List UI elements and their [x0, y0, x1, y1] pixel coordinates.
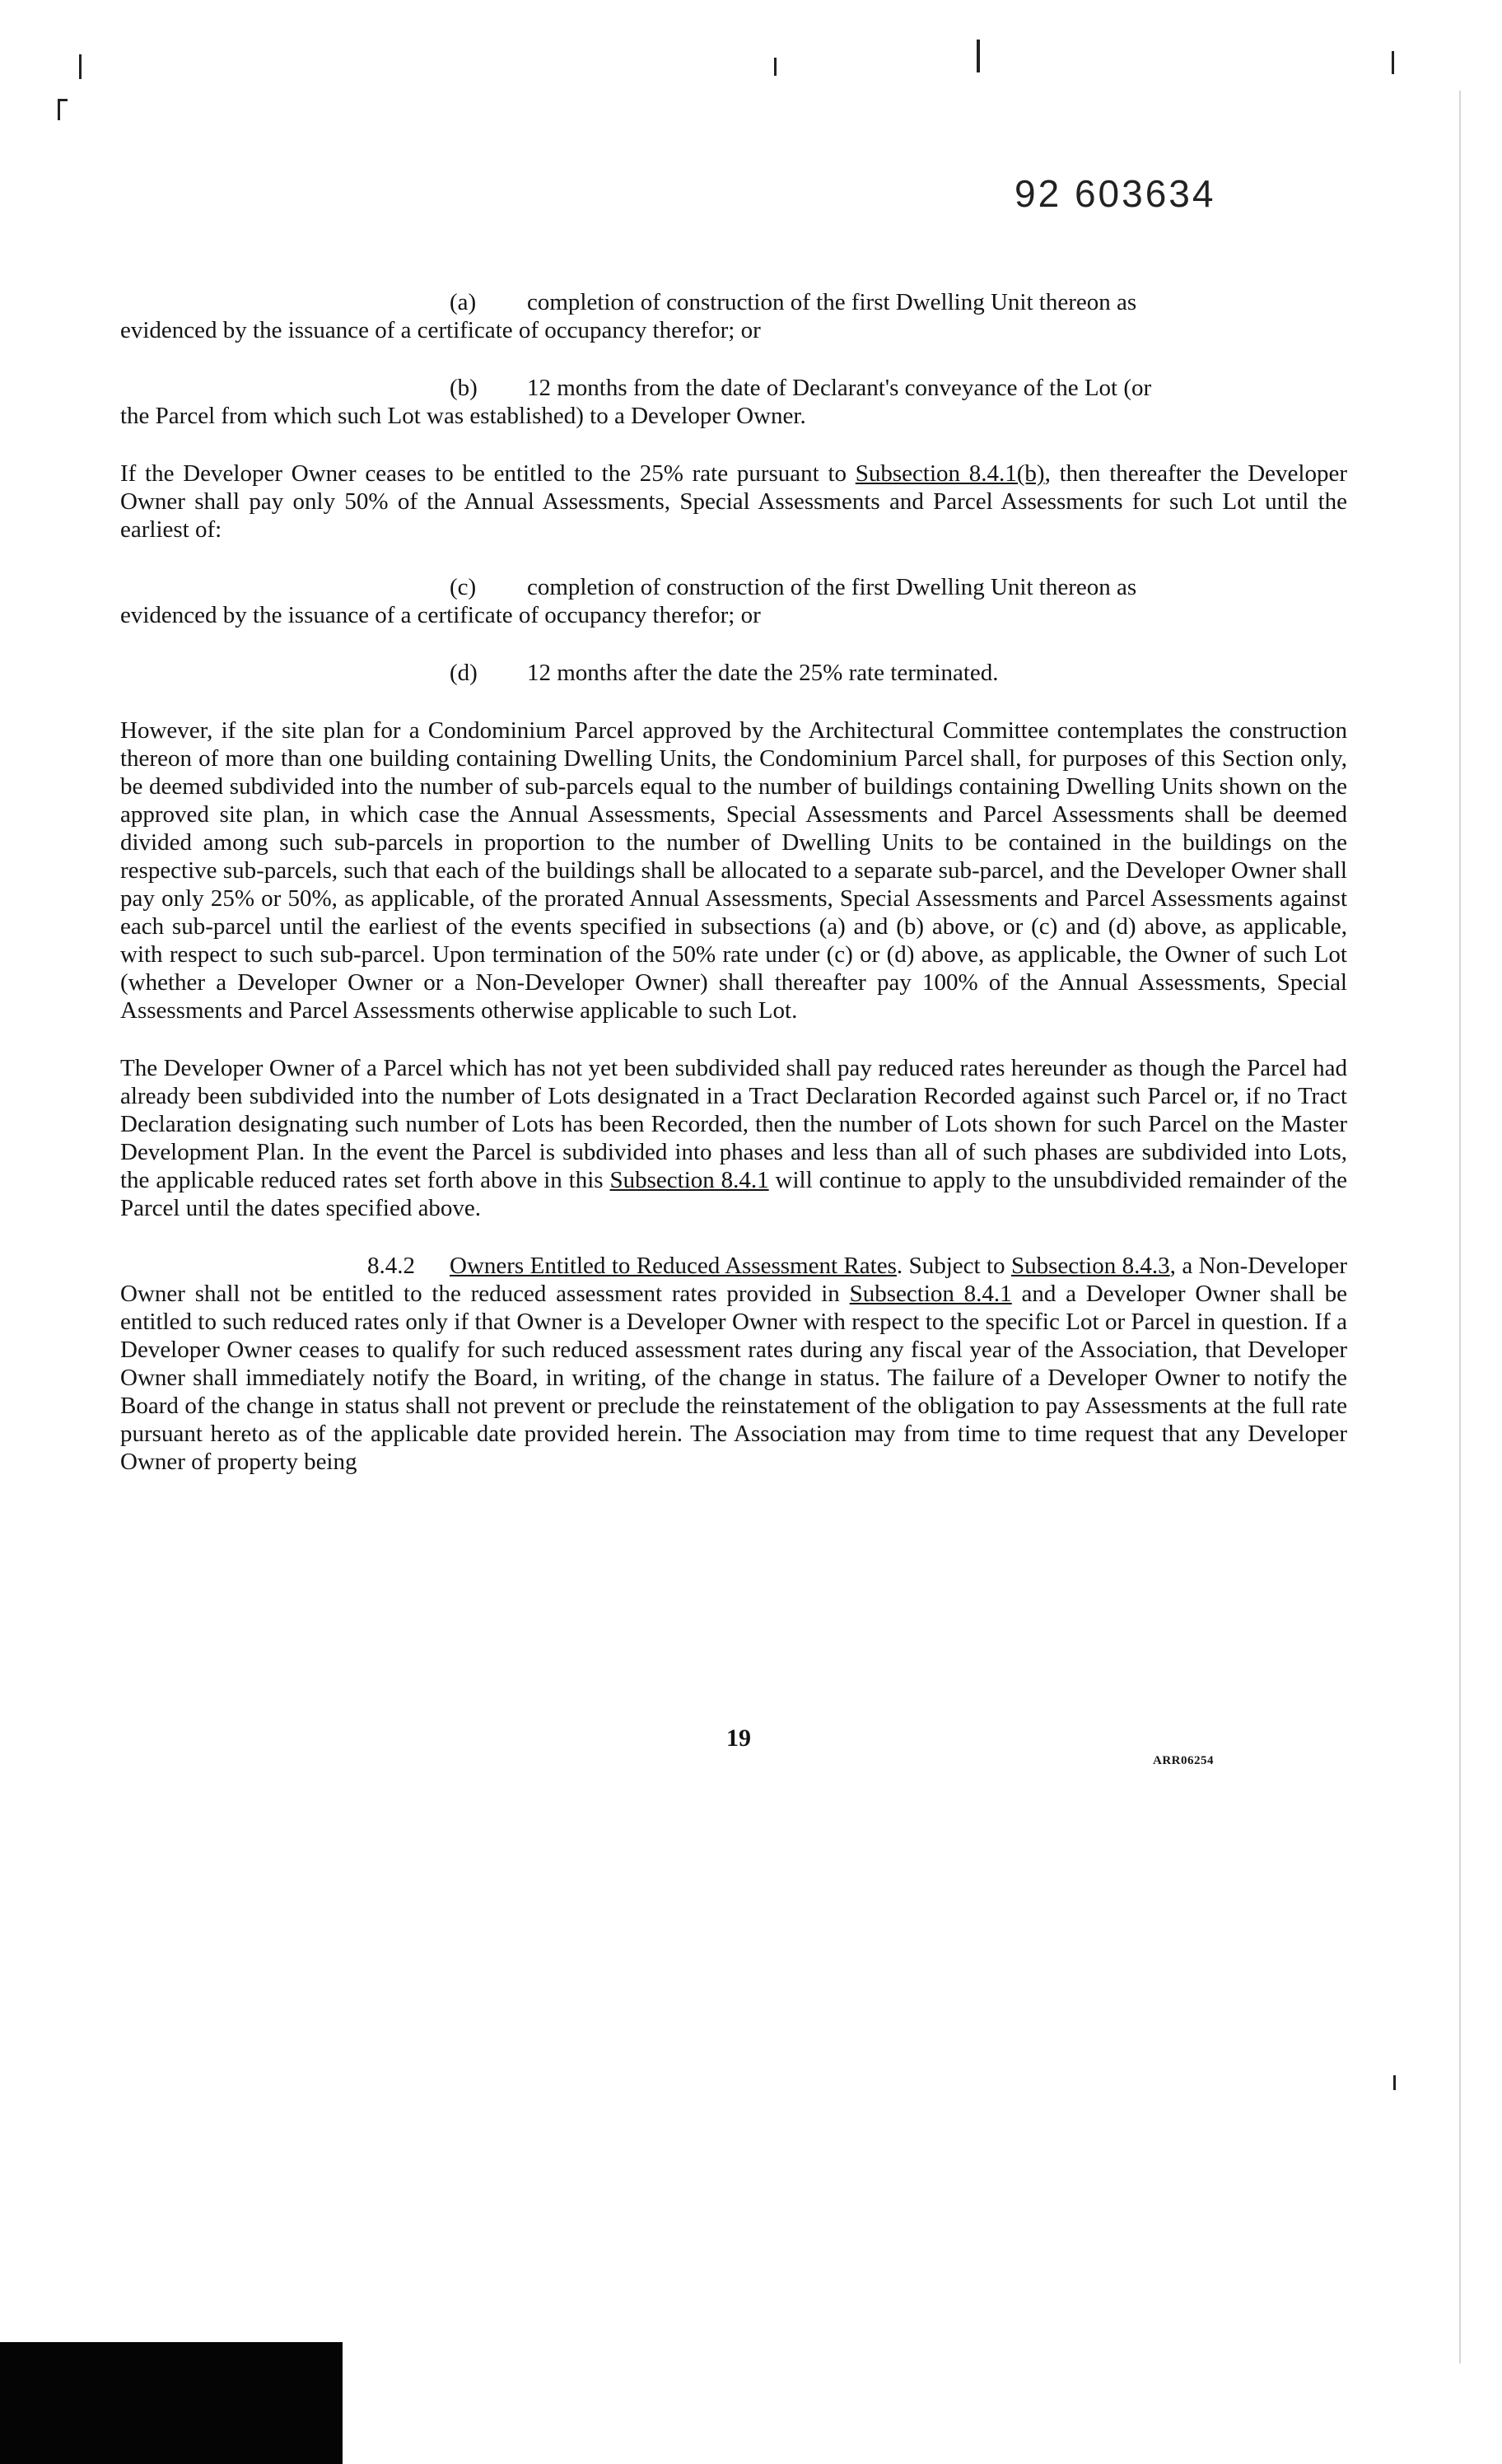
- list-item-a: [120, 288, 1347, 316]
- item-label: (b): [450, 375, 478, 401]
- text-run: The Developer Owner of a Parcel which has not yet been subdivided shall pay reduced rates hereunder as though the Parcel had already been subdivided into the number of Lots designated in a Tract Declaration Recorded against such Parcel or, if no Tract Declaration designating such number of Lots has been Recorded, then the number of Lots shown for such Parcel on the Master Development Plan. In the event the Parcel is subdivided into phases and less than all of such phases are subdivided into Lots, the applicable reduced rates set forth above in this: [120, 1055, 1347, 1193]
- document-number: 92 603634: [1015, 172, 1216, 215]
- paragraph: [120, 460, 1347, 544]
- cross-reference: Subsection 8.4.1: [609, 1167, 769, 1193]
- text-run: If the Developer Owner ceases to be entitled to the 25% rate pursuant to: [120, 460, 856, 487]
- item-text: completion of construction of the first Dwelling Unit thereon as: [527, 574, 1137, 600]
- cross-reference: Subsection 8.4.3: [1010, 1253, 1170, 1279]
- scan-mark: [79, 54, 82, 79]
- scan-edge-line: [1459, 91, 1461, 2364]
- list-item-c: [120, 573, 1347, 601]
- redaction-block: [0, 2342, 343, 2464]
- item-text: 12 months from the date of Declarant's conveyance of the Lot (or: [527, 375, 1152, 401]
- text-run: , then thereafter the Developer Owner shall pay only 50% of the Annual Assessments, Special Assessments and Parcel Assessments for such Lot until the earliest of:: [120, 460, 1347, 543]
- item-label: (d): [450, 660, 478, 686]
- list-item-b: [120, 374, 1347, 402]
- item-label: (a): [450, 289, 477, 315]
- paragraph: However, if the site plan for a Condominium Parcel approved by the Architectural Committee contemplates the construction thereon of more than one building containing Dwelling Units, the Condominium Parcel shall, for purposes of this Section only, be deemed subdivided into the number of sub-parcels equal to the number of buildings containing Dwelling Units shown on the approved site plan, in which case the Annual Assessments, Special Assessments and Parcel Assessments shall be deemed divided among such sub-parcels in proportion to the number of Dwelling Units to be contained in the buildings on the respective sub-parcels, such that each of the buildings shall be allocated to a separate sub-parcel, and the Developer Owner shall pay only 25% or 50%, as applicable, of the prorated Annual Assessments, Special Assessments and Parcel Assessments against each sub-parcel until the earliest of the events specified in subsections (a) and (b) above, or (c) and (d) above, as applicable, with respect to such sub-parcel. Upon termination of the 50% rate under (c) or (d) above, as applicable, the Owner of such Lot (whether a Developer Owner or a Non-Developer Owner) shall thereafter pay 100% of the Annual Assessments, Special Assessments and Parcel Assessments otherwise applicable to such Lot.: [120, 717, 1347, 1024]
- item-text: completion of construction of the first Dwelling Unit thereon as: [527, 289, 1137, 315]
- cross-reference: Subsection 8.4.1: [849, 1281, 1012, 1307]
- list-item-d: [120, 659, 1347, 687]
- scan-mark: [774, 58, 777, 76]
- item-text: 12 months after the date the 25% rate terminated.: [527, 660, 999, 686]
- scan-mark: [1392, 51, 1394, 74]
- item-a-continuation: evidenced by the issuance of a certificate of occupancy therefor; or: [120, 317, 761, 343]
- scan-mark: [58, 99, 60, 120]
- cross-reference: Subsection 8.4.1(b): [855, 460, 1045, 487]
- text-run: . Subject to: [896, 1253, 1011, 1279]
- text-run: and a Developer Owner shall be entitled to such reduced rates only if that Owner is a Developer Owner with respect to the specific Lot or Parcel in question. If a Developer Owner ceases to qualify for such reduced assessment rates during any fiscal year of the Association, that Developer Owner shall immediately notify the Board, in writing, of the change in status. The failure of a Developer Owner to notify the Board of the change in status shall not prevent or preclude the reinstatement of the obligation to pay Assessments at the full rate pursuant hereto as of the applicable date provided herein. The Association may from time to time request that any Developer Owner of property being: [120, 1281, 1348, 1475]
- item-label: (c): [450, 574, 477, 600]
- paragraph: [120, 1054, 1347, 1222]
- scan-mark: [1393, 2075, 1396, 2090]
- item-c-continuation: evidenced by the issuance of a certificate of occupancy therefor; or: [120, 602, 761, 628]
- scan-mark: [977, 40, 980, 72]
- text-run: will continue to apply to the unsubdivided remainder of the Parcel until the dates specified above.: [120, 1167, 1347, 1221]
- section-title: Owners Entitled to Reduced Assessment Rates: [450, 1253, 897, 1279]
- text-run: , a Non-Developer Owner shall not be entitled to the reduced assessment rates provided in: [120, 1253, 1348, 1307]
- body-text: [120, 288, 1347, 1476]
- section-number: 8.4.2: [367, 1253, 415, 1279]
- section-paragraph: [120, 1252, 1347, 1476]
- scan-mark: [58, 99, 68, 101]
- item-b-continuation: the Parcel from which such Lot was established) to a Developer Owner.: [120, 403, 806, 429]
- page-number: 19: [726, 1724, 751, 1752]
- bates-number: ARR06254: [1153, 1754, 1214, 1767]
